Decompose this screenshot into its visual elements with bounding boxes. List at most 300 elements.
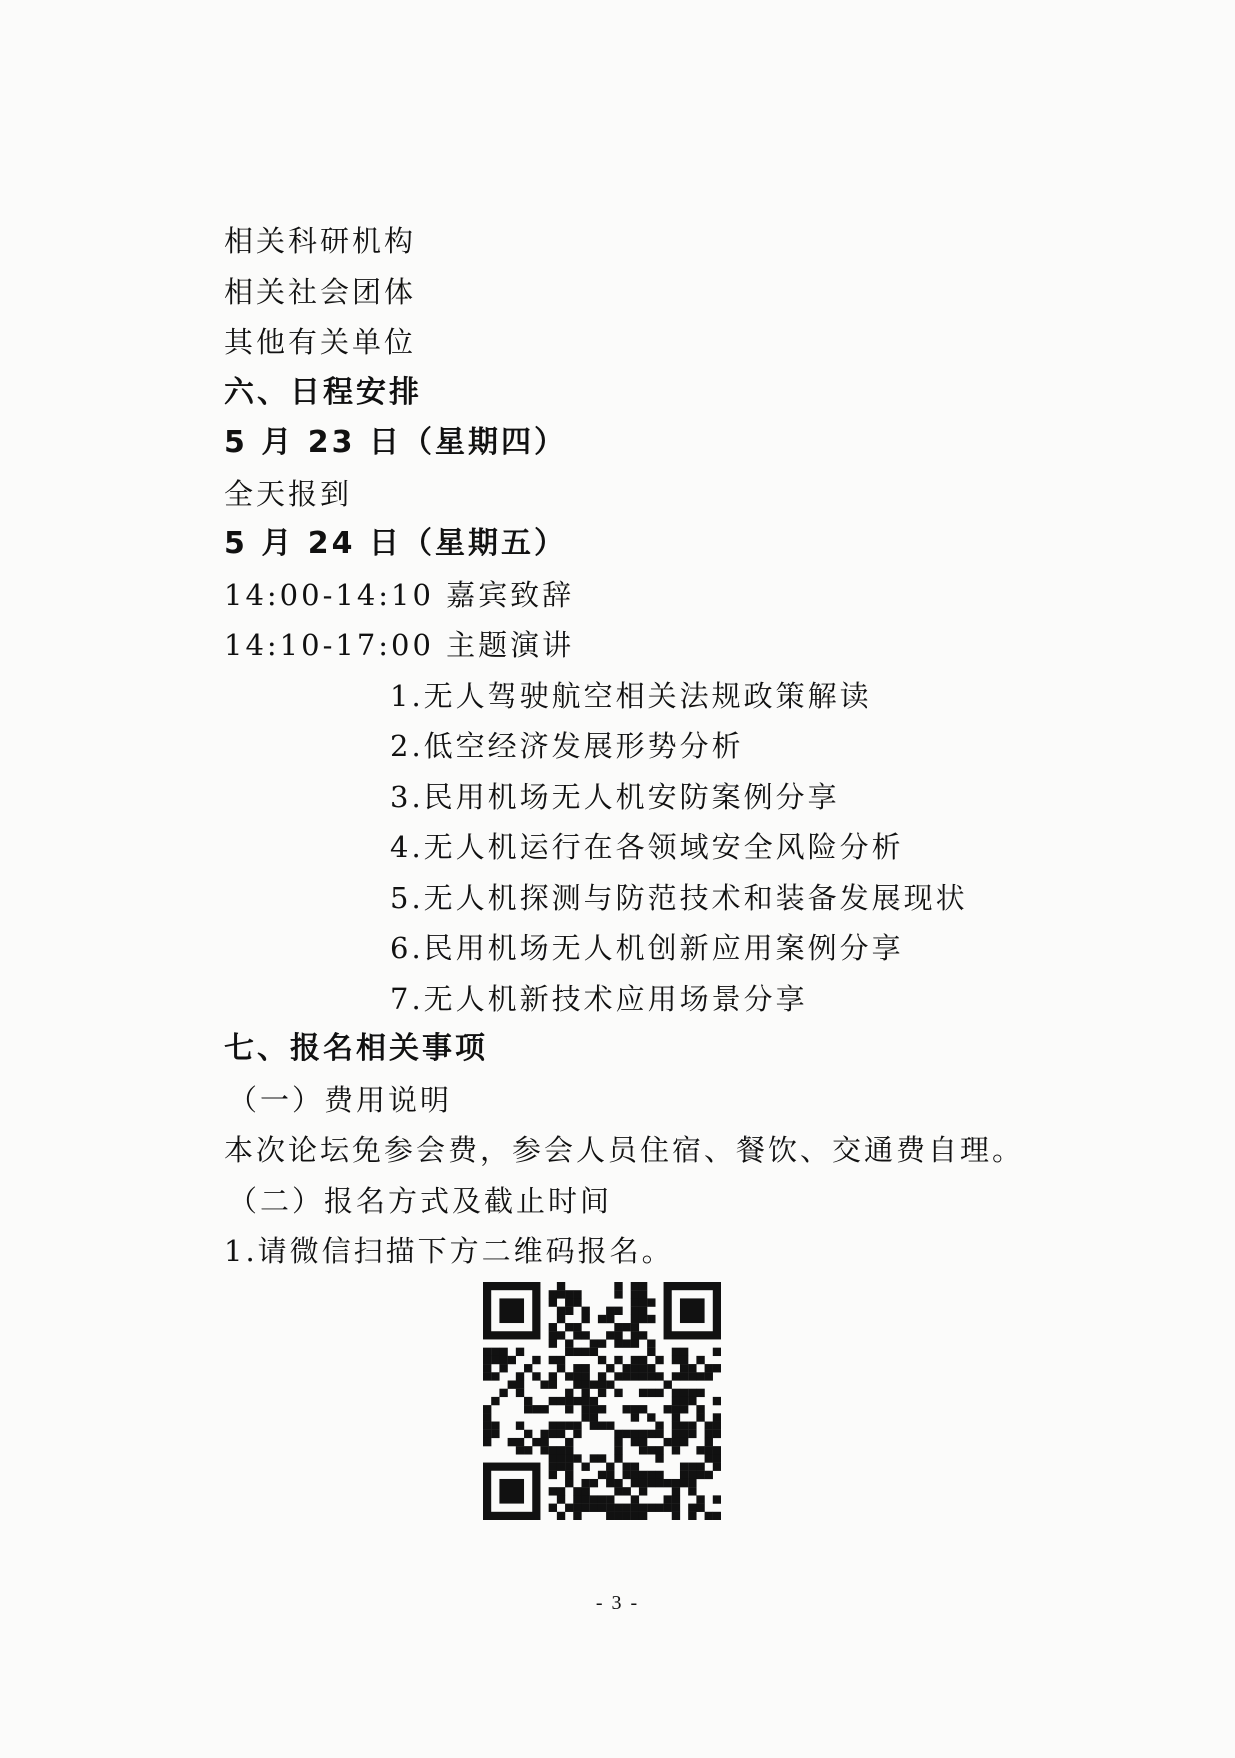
qr-module: [508, 1438, 516, 1446]
qr-module: [672, 1512, 680, 1520]
qr-module: [631, 1307, 639, 1315]
qr-module: [631, 1512, 639, 1520]
qr-module: [557, 1454, 565, 1462]
qr-module: [639, 1504, 647, 1512]
qr-module: [623, 1471, 631, 1479]
qr-module: [623, 1372, 631, 1380]
qr-module: [549, 1372, 557, 1380]
qr-module: [647, 1372, 655, 1380]
qr-module: [713, 1454, 721, 1462]
qr-module: [573, 1348, 581, 1356]
qr-module: [713, 1430, 721, 1438]
qr-module: [557, 1315, 565, 1323]
qr-module: [680, 1422, 688, 1430]
qr-module: [647, 1504, 655, 1512]
qr-module: [491, 1397, 499, 1405]
qr-module: [647, 1446, 655, 1454]
qr-module: [614, 1446, 622, 1454]
qr-module: [606, 1331, 614, 1339]
qr-module: [672, 1430, 680, 1438]
qr-module: [623, 1504, 631, 1512]
signup-title: （二）报名方式及截止时间: [228, 1183, 613, 1218]
qr-module: [557, 1331, 565, 1339]
qr-module: [672, 1504, 680, 1512]
qr-module: [581, 1397, 589, 1405]
qr-module: [581, 1372, 589, 1380]
qr-module: [565, 1422, 573, 1430]
qr-module: [639, 1331, 647, 1339]
qr-module: [614, 1356, 622, 1364]
qr-module: [688, 1504, 696, 1512]
qr-module: [598, 1471, 606, 1479]
qr-module: [631, 1290, 639, 1298]
qr-module: [598, 1380, 606, 1388]
qr-module: [581, 1380, 589, 1388]
qr-module: [639, 1405, 647, 1413]
qr-module: [573, 1504, 581, 1512]
qr-module: [565, 1471, 573, 1479]
qr-module: [623, 1339, 631, 1347]
qr-module: [606, 1307, 614, 1315]
qr-module: [483, 1438, 491, 1446]
qr-module: [639, 1512, 647, 1520]
qr-module: [557, 1430, 565, 1438]
qr-module: [508, 1380, 516, 1388]
qr-module: [696, 1356, 704, 1364]
qr-module: [705, 1454, 713, 1462]
qr-module: [614, 1389, 622, 1397]
qr-module: [532, 1405, 540, 1413]
qr-module: [557, 1422, 565, 1430]
qr-module: [483, 1356, 491, 1364]
qr-module: [573, 1397, 581, 1405]
qr-module: [713, 1348, 721, 1356]
qr-module: [606, 1495, 614, 1503]
qr-module: [557, 1512, 565, 1520]
qr-module: [598, 1315, 606, 1323]
qr-module: [557, 1446, 565, 1454]
qr-module: [713, 1463, 721, 1471]
org-line-3: 其他有关单位: [224, 325, 417, 359]
qr-module: [557, 1356, 565, 1364]
qr-module: [532, 1372, 540, 1380]
qr-module: [557, 1487, 565, 1495]
qr-module: [581, 1364, 589, 1372]
qr-module: [549, 1298, 557, 1306]
qr-module: [540, 1380, 548, 1388]
qr-module: [516, 1380, 524, 1388]
qr-module: [540, 1430, 548, 1438]
qr-module: [565, 1446, 573, 1454]
page-number: - 3 -: [595, 1592, 640, 1614]
qr-module: [655, 1454, 663, 1462]
qr-module: [565, 1479, 573, 1487]
qr-module: [672, 1479, 680, 1487]
qr-module: [664, 1380, 672, 1388]
qr-module: [672, 1389, 680, 1397]
qr-module: [639, 1430, 647, 1438]
qr-module: [581, 1315, 589, 1323]
qr-module: [623, 1323, 631, 1331]
qr-module: [631, 1438, 639, 1446]
qr-module: [557, 1463, 565, 1471]
qr-module: [614, 1372, 622, 1380]
qr-module: [491, 1348, 499, 1356]
qr-module: [696, 1372, 704, 1380]
qr-module: [549, 1504, 557, 1512]
qr-module: [680, 1364, 688, 1372]
qr-module: [557, 1364, 565, 1372]
qr-module: [549, 1430, 557, 1438]
qr-module: [713, 1495, 721, 1503]
qr-module: [631, 1282, 639, 1290]
qr-module: [705, 1471, 713, 1479]
qr-module: [516, 1438, 524, 1446]
qr-module: [680, 1430, 688, 1438]
qr-module: [655, 1504, 663, 1512]
qr-module: [573, 1372, 581, 1380]
qr-module: [581, 1479, 589, 1487]
qr-module: [614, 1454, 622, 1462]
qr-code-image: [483, 1282, 721, 1520]
qr-module: [631, 1413, 639, 1421]
qr-module: [549, 1339, 557, 1347]
qr-module: [483, 1372, 491, 1380]
qr-module: [590, 1495, 598, 1503]
qr-module: [655, 1479, 663, 1487]
section6-heading: 六、日程安排: [224, 374, 422, 410]
qr-module: [565, 1397, 573, 1405]
qr-module: [581, 1331, 589, 1339]
qr-module: [655, 1471, 663, 1479]
registration-qr-code[interactable]: [483, 1282, 721, 1520]
qr-module: [581, 1348, 589, 1356]
qr-module: [549, 1323, 557, 1331]
qr-module: [606, 1422, 614, 1430]
qr-module: [532, 1356, 540, 1364]
qr-module: [680, 1397, 688, 1405]
qr-module: [680, 1356, 688, 1364]
qr-module: [631, 1331, 639, 1339]
qr-module: [540, 1438, 548, 1446]
qr-finder-pattern: [499, 1298, 524, 1323]
fee-text: 本次论坛免参会费，参会人员住宿、餐饮、交通费自理。: [224, 1133, 1025, 1167]
qr-module: [680, 1463, 688, 1471]
qr-module: [590, 1479, 598, 1487]
qr-module: [614, 1339, 622, 1347]
session-label: 主题演讲: [446, 628, 575, 662]
qr-module: [664, 1495, 672, 1503]
qr-module: [614, 1438, 622, 1446]
qr-module: [491, 1422, 499, 1430]
qr-module: [581, 1405, 589, 1413]
qr-module: [688, 1422, 696, 1430]
qr-module: [713, 1413, 721, 1421]
qr-module: [557, 1495, 565, 1503]
qr-module: [549, 1290, 557, 1298]
qr-module: [705, 1512, 713, 1520]
org-line-2: 相关社会团体: [224, 274, 417, 309]
qr-module: [680, 1405, 688, 1413]
qr-module: [664, 1405, 672, 1413]
qr-module: [631, 1479, 639, 1487]
qr-module: [606, 1364, 614, 1372]
qr-module: [606, 1380, 614, 1388]
qr-module: [647, 1339, 655, 1347]
qr-module: [573, 1454, 581, 1462]
qr-module: [688, 1463, 696, 1471]
qr-module: [590, 1504, 598, 1512]
qr-module: [647, 1364, 655, 1372]
qr-module: [631, 1495, 639, 1503]
org-line-1: 相关科研机构: [224, 224, 417, 258]
qr-module: [664, 1438, 672, 1446]
topic-item: 1.无人驾驶航空相关法规政策解读: [390, 678, 872, 713]
qr-module: [631, 1356, 639, 1364]
qr-module: [549, 1331, 557, 1339]
qr-module: [614, 1479, 622, 1487]
qr-module: [606, 1512, 614, 1520]
qr-module: [631, 1323, 639, 1331]
qr-module: [623, 1364, 631, 1372]
qr-module: [516, 1446, 524, 1454]
qr-module: [639, 1282, 647, 1290]
qr-module: [483, 1348, 491, 1356]
qr-module: [696, 1446, 704, 1454]
qr-module: [565, 1339, 573, 1347]
qr-module: [540, 1405, 548, 1413]
qr-module: [557, 1307, 565, 1315]
qr-module: [614, 1282, 622, 1290]
signup-item: 1.请微信扫描下方二维码报名。: [224, 1234, 674, 1268]
qr-module: [516, 1389, 524, 1397]
qr-module: [713, 1364, 721, 1372]
qr-module: [647, 1471, 655, 1479]
qr-module: [549, 1487, 557, 1495]
qr-module: [639, 1438, 647, 1446]
qr-module: [524, 1430, 532, 1438]
qr-module: [672, 1495, 680, 1503]
qr-module: [672, 1422, 680, 1430]
qr-module: [614, 1307, 622, 1315]
qr-module: [672, 1405, 680, 1413]
fee-title: （一）费用说明: [228, 1082, 453, 1117]
qr-module: [664, 1479, 672, 1487]
qr-module: [688, 1397, 696, 1405]
qr-module: [524, 1446, 532, 1454]
qr-module: [565, 1405, 573, 1413]
qr-module: [614, 1487, 622, 1495]
qr-module: [540, 1446, 548, 1454]
qr-module: [590, 1405, 598, 1413]
qr-module: [713, 1446, 721, 1454]
day1-title: 5 月 23 日（星期四）: [224, 425, 567, 460]
qr-module: [647, 1389, 655, 1397]
topic-item: 4.无人机运行在各领域安全风险分析: [390, 830, 904, 864]
session-time: 14:10-17:00: [224, 628, 434, 662]
qr-module: [631, 1298, 639, 1306]
qr-module: [639, 1372, 647, 1380]
qr-module: [557, 1290, 565, 1298]
qr-module: [491, 1356, 499, 1364]
qr-module: [483, 1364, 491, 1372]
qr-module: [655, 1372, 663, 1380]
qr-module: [680, 1372, 688, 1380]
qr-module: [549, 1397, 557, 1405]
qr-module: [598, 1422, 606, 1430]
qr-module: [549, 1356, 557, 1364]
qr-module: [688, 1430, 696, 1438]
qr-module: [606, 1479, 614, 1487]
qr-module: [696, 1495, 704, 1503]
qr-module: [508, 1356, 516, 1364]
qr-module: [516, 1348, 524, 1356]
qr-module: [491, 1430, 499, 1438]
qr-module: [623, 1512, 631, 1520]
qr-module: [581, 1389, 589, 1397]
qr-module: [573, 1487, 581, 1495]
section7-heading: 七、报名相关事项: [224, 1031, 488, 1066]
qr-module: [655, 1356, 663, 1364]
topic-item: 3.民用机场无人机安防案例分享: [390, 779, 840, 814]
qr-module: [647, 1479, 655, 1487]
session-row: [224, 620, 1104, 671]
qr-module: [606, 1504, 614, 1512]
qr-module: [647, 1315, 655, 1323]
qr-module: [524, 1364, 532, 1372]
qr-module: [639, 1446, 647, 1454]
qr-module: [573, 1323, 581, 1331]
qr-module: [524, 1405, 532, 1413]
qr-module: [696, 1413, 704, 1421]
qr-module: [647, 1413, 655, 1421]
qr-module: [672, 1348, 680, 1356]
qr-module: [573, 1430, 581, 1438]
topic-item: 7.无人机新技术应用场景分享: [390, 981, 808, 1016]
qr-module: [483, 1405, 491, 1413]
qr-module: [705, 1430, 713, 1438]
qr-module: [573, 1364, 581, 1372]
qr-module: [631, 1364, 639, 1372]
qr-module: [573, 1422, 581, 1430]
qr-module: [688, 1372, 696, 1380]
qr-module: [565, 1323, 573, 1331]
qr-module: [581, 1413, 589, 1421]
qr-module: [516, 1422, 524, 1430]
document-body: [224, 216, 1104, 1277]
qr-module: [598, 1372, 606, 1380]
qr-module: [614, 1504, 622, 1512]
qr-module: [590, 1380, 598, 1388]
qr-module: [549, 1380, 557, 1388]
qr-module: [680, 1471, 688, 1479]
topic-item: 5.无人机探测与防范技术和装备发展现状: [390, 880, 968, 915]
qr-module: [565, 1389, 573, 1397]
qr-module: [705, 1372, 713, 1380]
qr-module: [680, 1389, 688, 1397]
topic-item: 6.民用机场无人机创新应用案例分享: [390, 931, 904, 965]
qr-module: [573, 1380, 581, 1388]
qr-module: [598, 1389, 606, 1397]
qr-module: [573, 1495, 581, 1503]
qr-module: [606, 1463, 614, 1471]
qr-module: [549, 1422, 557, 1430]
qr-module: [598, 1504, 606, 1512]
qr-module: [639, 1298, 647, 1306]
qr-module: [483, 1422, 491, 1430]
qr-module: [491, 1372, 499, 1380]
qr-module: [565, 1290, 573, 1298]
qr-module: [573, 1331, 581, 1339]
qr-module: [565, 1454, 573, 1462]
qr-module: [647, 1348, 655, 1356]
qr-module: [696, 1504, 704, 1512]
qr-module: [655, 1430, 663, 1438]
qr-module: [590, 1397, 598, 1405]
qr-module: [590, 1348, 598, 1356]
qr-module: [696, 1471, 704, 1479]
qr-module: [631, 1372, 639, 1380]
qr-module: [590, 1454, 598, 1462]
qr-finder-pattern: [499, 1479, 524, 1504]
qr-module: [664, 1504, 672, 1512]
qr-module: [688, 1479, 696, 1487]
qr-module: [549, 1463, 557, 1471]
qr-module: [688, 1389, 696, 1397]
qr-module: [557, 1397, 565, 1405]
session-label: 嘉宾致辞: [446, 577, 575, 612]
qr-module: [655, 1422, 663, 1430]
qr-finder-pattern: [680, 1298, 705, 1323]
qr-module: [499, 1364, 507, 1372]
qr-module: [639, 1389, 647, 1397]
qr-module: [565, 1298, 573, 1306]
qr-module: [639, 1290, 647, 1298]
qr-module: [631, 1463, 639, 1471]
qr-module: [639, 1364, 647, 1372]
qr-module: [713, 1397, 721, 1405]
qr-module: [639, 1356, 647, 1364]
qr-module: [565, 1438, 573, 1446]
qr-module: [688, 1487, 696, 1495]
qr-module: [590, 1413, 598, 1421]
qr-module: [639, 1471, 647, 1479]
qr-module: [639, 1479, 647, 1487]
qr-module: [647, 1298, 655, 1306]
qr-module: [614, 1323, 622, 1331]
qr-module: [623, 1463, 631, 1471]
qr-module: [688, 1471, 696, 1479]
qr-module: [483, 1430, 491, 1438]
qr-module: [696, 1405, 704, 1413]
qr-module: [606, 1315, 614, 1323]
qr-module: [565, 1372, 573, 1380]
qr-module: [639, 1487, 647, 1495]
qr-module: [688, 1512, 696, 1520]
qr-module: [598, 1356, 606, 1364]
qr-module: [549, 1454, 557, 1462]
qr-module: [631, 1471, 639, 1479]
qr-module: [581, 1504, 589, 1512]
qr-module: [631, 1339, 639, 1347]
qr-module: [713, 1422, 721, 1430]
qr-module: [680, 1438, 688, 1446]
qr-module: [655, 1389, 663, 1397]
qr-module: [499, 1356, 507, 1364]
qr-module: [499, 1348, 507, 1356]
session-time: 14:00-14:10: [224, 577, 434, 612]
qr-module: [483, 1413, 491, 1421]
